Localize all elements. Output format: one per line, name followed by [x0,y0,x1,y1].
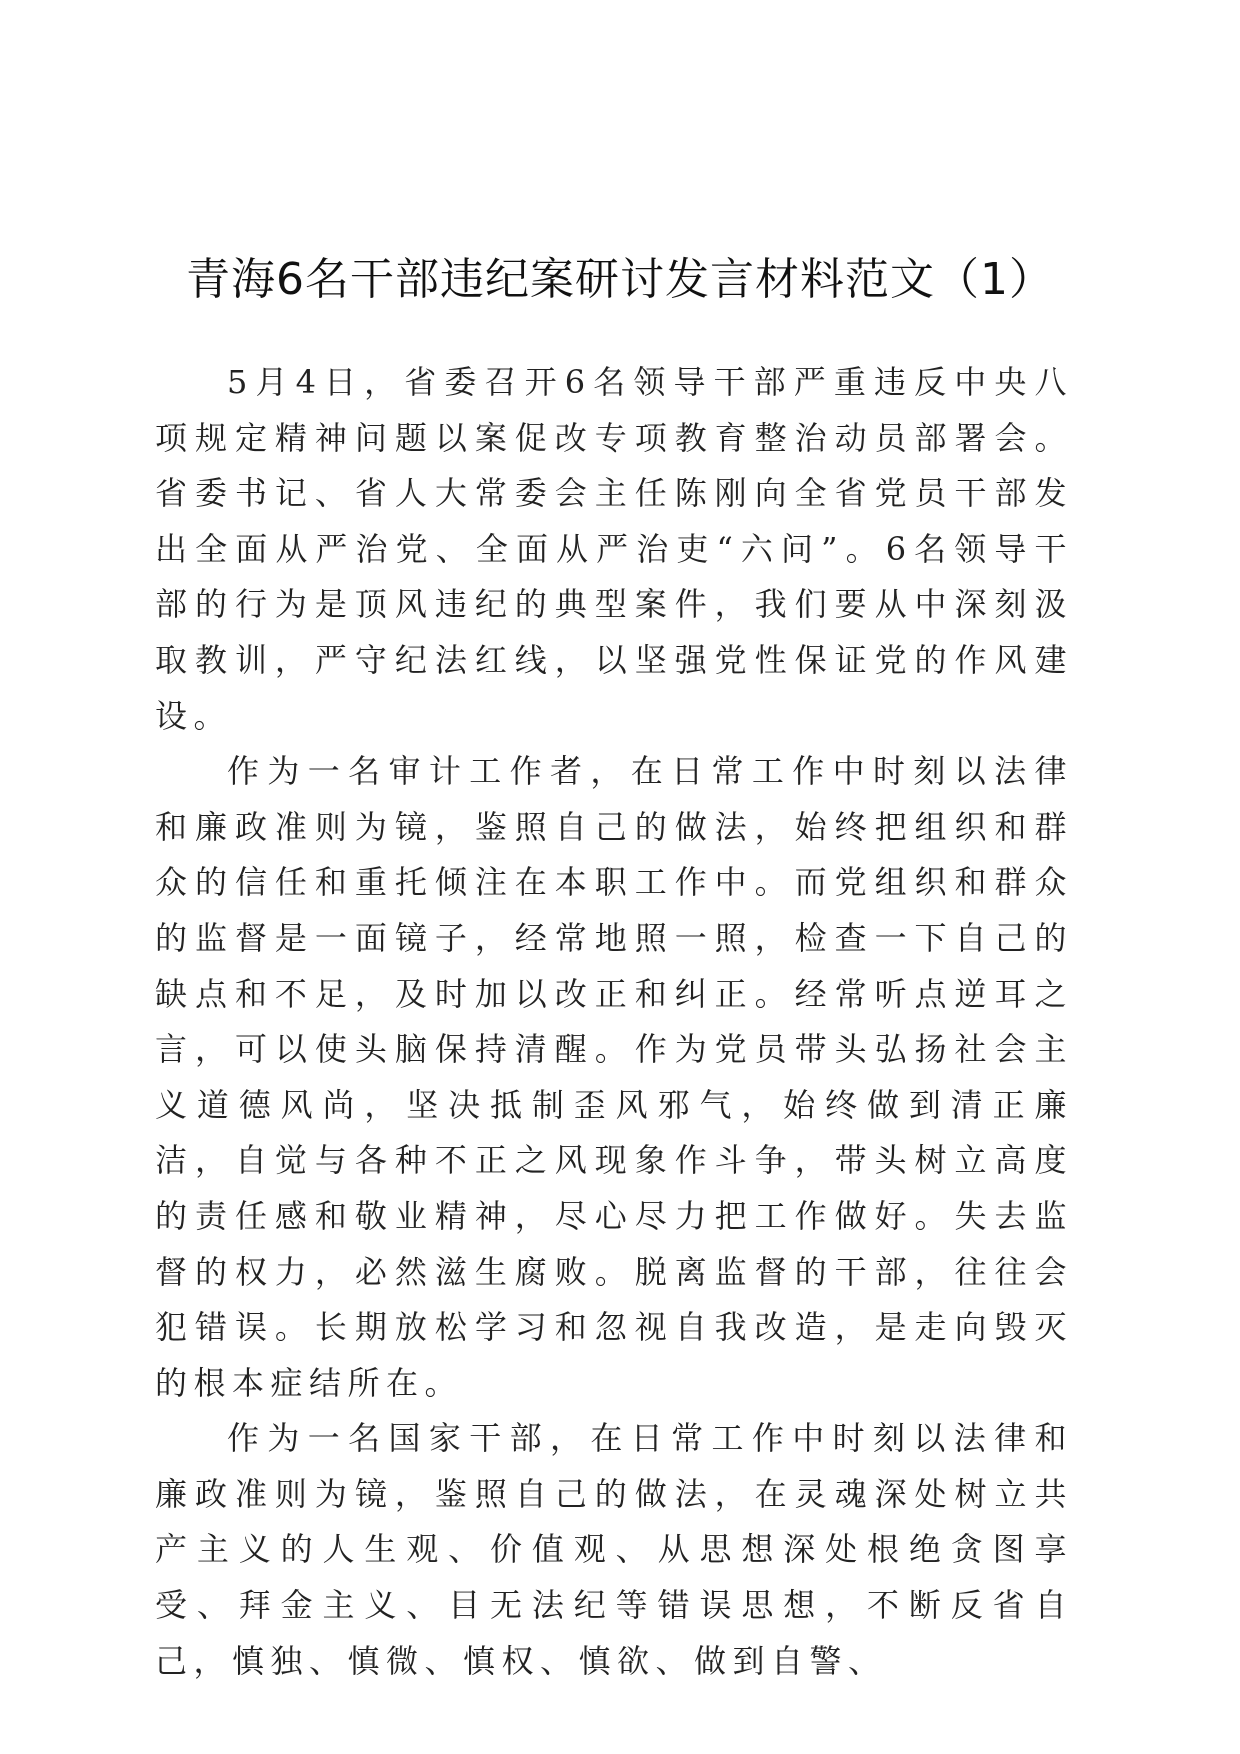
paragraph-auditor: 作为一名审计工作者，在日常工作中时刻以法律和廉政准则为镜，鉴照自己的做法，始终把组织和群众的信任和重托倾注在本职工作中。而党组织和群众的监督是一面镜子，经常地照一照，检查一下自己的缺点和不足，及时加以改正和纠正。经常听点逆耳之言，可以使头脑保持清醒。作为党员带头弘扬社会主义道德风尚，坚决抵制歪风邪气，始终做到清正廉洁，自觉与各种不正之风现象作斗争，带头树立高度的责任感和敬业精神，尽心尽力把工作做好。失去监督的权力，必然滋生腐败。脱离监督的干部，往往会犯错误。长期放松学习和忽视自我改造，是走向毁灭的根本症结所在。 [155,752,1073,1402]
document-body [155,355,1073,1689]
paragraph-intro: 5月4日，省委召开6名领导干部严重违反中央八项规定精神问题以案促改专项教育整治动员部署会。省委书记、省人大常委会主任陈刚向全省党员干部发出全面从严治党、全面从严治吏“六问”。6名领导干部的行为是顶风违纪的典型案件，我们要从中深刻汲取教训，严守纪法红线，以坚强党性保证党的作风建设。 [155,363,1073,735]
paragraph-cadre: 作为一名国家干部，在日常工作中时刻以法律和廉政准则为镜，鉴照自己的做法，在灵魂深处树立共产主义的人生观、价值观、从思想深处根绝贪图享受、拜金主义、目无法纪等错误思想，不断反省自己，慎独、慎微、慎权、慎欲、做到自警、 [155,1419,1073,1680]
document-title: 青海6名干部违纪案研讨发言材料范文（1） [186,254,1054,305]
